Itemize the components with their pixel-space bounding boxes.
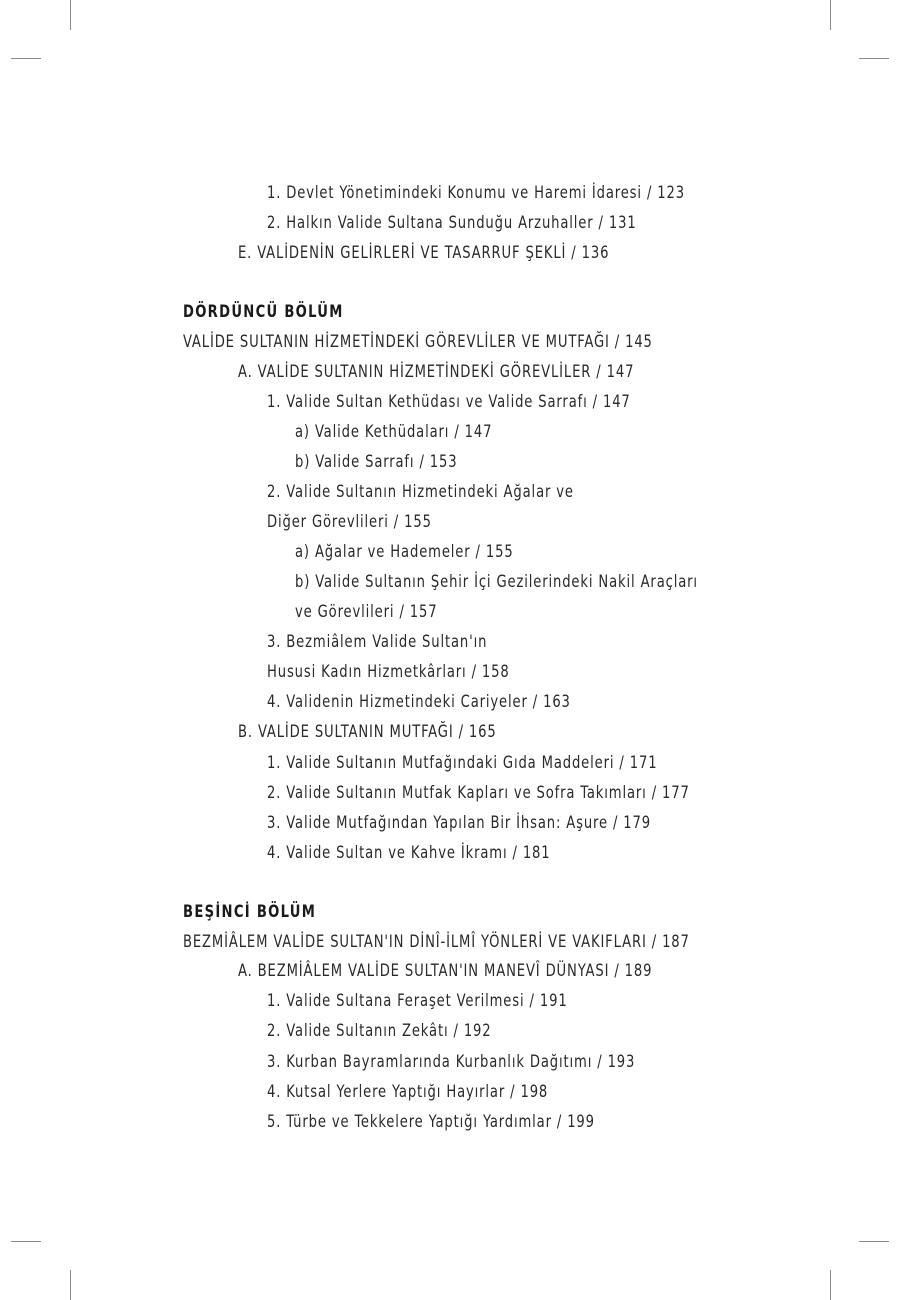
crop-mark-bottom-right-horizontal <box>859 1241 889 1242</box>
crop-mark-top-right-horizontal <box>859 58 889 59</box>
crop-mark-top-left-horizontal <box>11 58 41 59</box>
crop-mark-bottom-left-vertical <box>70 1270 71 1300</box>
toc-chapter-title: VALİDE SULTANIN HİZMETİNDEKİ GÖREVLİLER VE MUTFAĞI / 145 <box>183 332 653 352</box>
crop-mark-bottom-left-horizontal <box>11 1241 41 1242</box>
toc-entry-continuation: Hususi Kadın Hizmetkârları / 158 <box>267 662 510 682</box>
toc-subentry: b) Valide Sultanın Şehir İçi Gezilerindeki Nakil Araçları <box>295 572 698 592</box>
toc-subentry: a) Valide Kethüdaları / 147 <box>295 422 493 442</box>
toc-subentry: a) Ağalar ve Hademeler / 155 <box>295 542 514 562</box>
toc-entry: 2. Valide Sultanın Hizmetindeki Ağalar ve <box>267 482 574 502</box>
toc-subentry-continuation: ve Görevlileri / 157 <box>295 602 438 622</box>
toc-entry: 1. Valide Sultanın Mutfağındaki Gıda Maddeleri / 171 <box>267 753 658 773</box>
toc-chapter-heading: BEŞİNCİ BÖLÜM <box>183 902 317 922</box>
toc-section-entry: E. VALİDENİN GELİRLERİ VE TASARRUF ŞEKLİ / 136 <box>238 243 610 263</box>
toc-section-entry: A. BEZMİÂLEM VALİDE SULTAN'IN MANEVÎ DÜNYASI / 189 <box>238 961 653 981</box>
crop-mark-top-right-vertical <box>830 0 831 30</box>
toc-entry: 4. Valide Sultan ve Kahve İkramı / 181 <box>267 843 551 863</box>
toc-entry: 3. Kurban Bayramlarında Kurbanlık Dağıtımı / 193 <box>267 1052 636 1072</box>
toc-entry: 1. Valide Sultana Feraşet Verilmesi / 191 <box>267 991 568 1011</box>
toc-entry: 3. Valide Mutfağından Yapılan Bir İhsan: Aşure / 179 <box>267 813 651 833</box>
toc-entry: 4. Validenin Hizmetindeki Cariyeler / 163 <box>267 692 571 712</box>
toc-subentry: b) Valide Sarrafı / 153 <box>295 452 458 472</box>
toc-entry: 5. Türbe ve Tekkelere Yaptığı Yardımlar / 199 <box>267 1112 595 1132</box>
toc-entry: 3. Bezmiâlem Valide Sultan'ın <box>267 632 488 652</box>
toc-section-entry: A. VALİDE SULTANIN HİZMETİNDEKİ GÖREVLİLER / 147 <box>238 362 635 382</box>
toc-entry: 2. Halkın Valide Sultana Sunduğu Arzuhaller / 131 <box>267 213 637 233</box>
toc-entry: 2. Valide Sultanın Zekâtı / 192 <box>267 1021 492 1041</box>
toc-entry: 2. Valide Sultanın Mutfak Kapları ve Sofra Takımları / 177 <box>267 783 690 803</box>
toc-entry: 1. Valide Sultan Kethüdası ve Valide Sarrafı / 147 <box>267 392 631 412</box>
crop-mark-top-left-vertical <box>70 0 71 30</box>
toc-chapter-heading: DÖRDÜNCÜ BÖLÜM <box>183 302 344 322</box>
crop-mark-bottom-right-vertical <box>830 1270 831 1300</box>
toc-section-entry: B. VALİDE SULTANIN MUTFAĞI / 165 <box>238 722 497 742</box>
toc-entry: 1. Devlet Yönetimindeki Konumu ve Haremi İdaresi / 123 <box>267 183 685 203</box>
toc-chapter-title: BEZMİÂLEM VALİDE SULTAN'IN DİNÎ-İLMÎ YÖNLERİ VE VAKIFLARI / 187 <box>183 932 690 952</box>
toc-entry: 4. Kutsal Yerlere Yaptığı Hayırlar / 198 <box>267 1082 549 1102</box>
toc-entry-continuation: Diğer Görevlileri / 155 <box>267 512 432 532</box>
